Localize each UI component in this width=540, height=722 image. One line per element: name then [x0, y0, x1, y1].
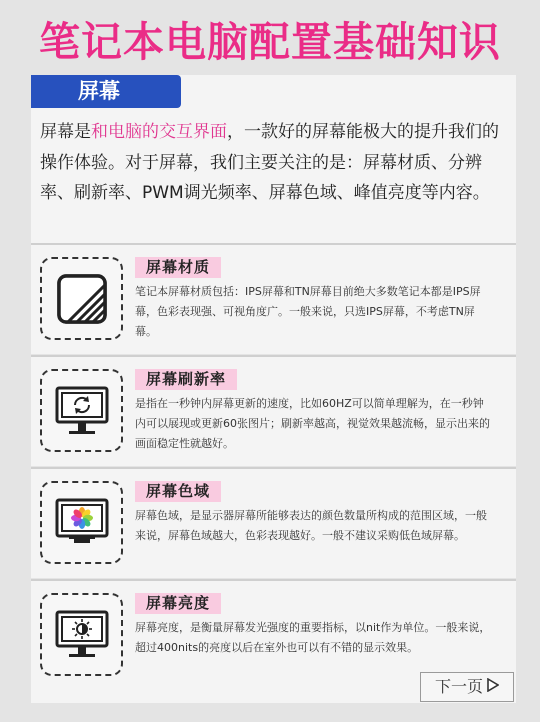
next-page-button[interactable]	[420, 672, 514, 702]
feature-text: 笔记本屏幕材质包括：IPS屏幕和TN屏幕目前绝大多数笔记本都是IPS屏幕，色彩表现强、可视角度广。一般来说，只选IPS屏幕，不考虑TN屏幕。	[135, 285, 481, 338]
feature-text: 屏幕色域，是显示器屏幕所能够表达的颜色数量所构成的范围区域，一般来说，屏幕色域越大，色彩表现越好。一般不建议采购低色域屏幕。	[135, 509, 487, 542]
feature-title: 屏幕材质	[135, 257, 221, 278]
feature-title: 屏幕刷新率	[135, 369, 237, 390]
refresh-monitor-icon	[40, 369, 123, 452]
intro-highlight: 和电脑的交互界面	[91, 122, 227, 142]
intro-part2: ，一款好的屏幕能极大的提升我们的操作体验。对于屏幕，我们主要关注的是：屏幕材质、分辨率、刷新率、PWM调光频率、屏幕色域、峰值亮度等内容。	[40, 122, 499, 203]
feature-title: 屏幕色域	[135, 481, 221, 502]
feature-color-gamut	[31, 467, 516, 578]
play-arrow-icon	[487, 673, 499, 701]
section-label: 屏幕	[31, 75, 181, 108]
screen-material-icon	[40, 257, 123, 340]
feature-refresh-rate	[31, 355, 516, 466]
feature-screen-material	[31, 243, 516, 354]
intro-text	[40, 117, 505, 209]
feature-title: 屏幕亮度	[135, 593, 221, 614]
feature-text: 屏幕亮度，是衡量屏幕发光强度的重要指标，以nit作为单位。一般来说，超过400nits的亮度以后在室外也可以有不错的显示效果。	[135, 621, 491, 654]
color-gamut-monitor-icon	[40, 481, 123, 564]
intro-part1: 屏幕是	[40, 122, 91, 142]
page-title: 笔记本电脑配置基础知识	[39, 18, 501, 66]
brightness-monitor-icon	[40, 593, 123, 676]
next-page-label: 下一页	[434, 677, 483, 696]
feature-text: 是指在一秒钟内屏幕更新的速度，比如60HZ可以简单理解为，在一秒钟内可以展现或更新60张图片；刷新率越高，视觉效果越流畅，显示出来的画面稳定性就越好。	[135, 397, 490, 450]
